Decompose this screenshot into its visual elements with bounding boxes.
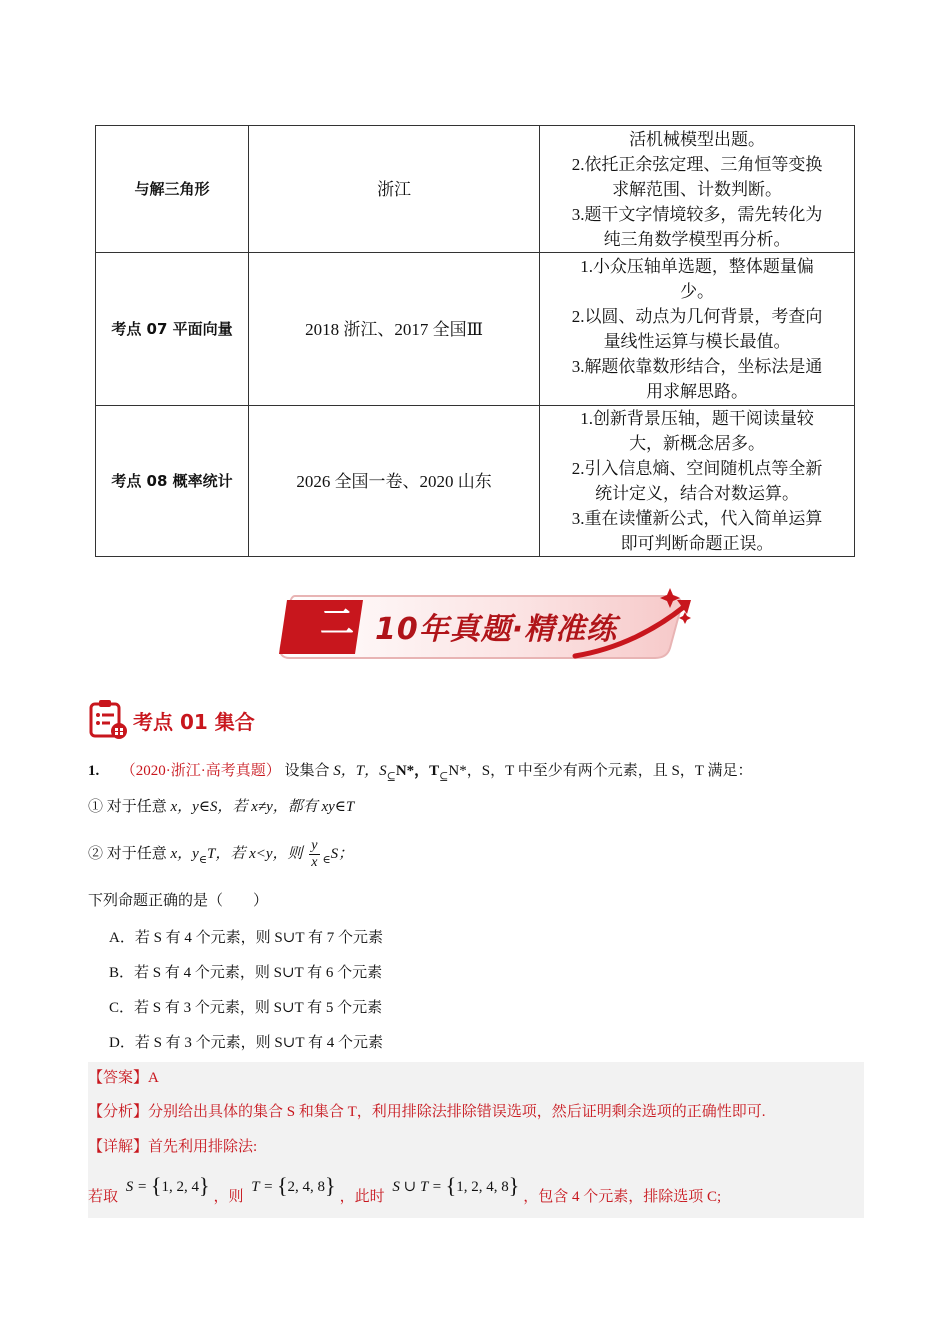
detail-text: 若取 [88, 1189, 119, 1205]
option-label: A． [109, 930, 135, 946]
stem-text: N*，S，T 中至少有两个元素，且 S，T 满足： [448, 763, 753, 779]
question-stem: 1. （2020·浙江·高考真题） 设集合 S，T，$S_⊆N*$，$T_⊆N*$，S，T 中至少有两个元素，且 S，T 满足： [88, 763, 753, 783]
condition-body: T，若 x<y，则 [207, 845, 303, 862]
option-a [109, 927, 383, 949]
desc-line: 即可判断命题正误。 [620, 534, 774, 553]
desc-line: 用求解思路。 [646, 382, 749, 401]
table-row [96, 253, 855, 406]
exam-topic-table [95, 125, 855, 557]
detail-line [88, 1136, 257, 1158]
desc-line: 3.重在读懂新公式，代入简单运算 [571, 509, 823, 528]
option-b [109, 962, 382, 984]
analysis-tag: 【分析】 [88, 1104, 149, 1120]
desc-cell [540, 406, 855, 557]
desc-line: 3.解题依靠数形结合，坐标法是通 [571, 357, 823, 376]
condition-1 [88, 796, 354, 818]
desc-cell [540, 126, 855, 253]
option-d [109, 1032, 383, 1054]
source-cell: 2018 浙江、2017 全国Ⅲ [249, 253, 540, 406]
answer-line [88, 1067, 159, 1089]
option-label: D． [109, 1035, 135, 1051]
topic-cell: 考点 07 平面向量 [96, 253, 249, 406]
stem-text: N*，T [395, 763, 440, 779]
question-source: （2020·浙江·高考真题） [120, 763, 281, 779]
fraction-denominator: x [311, 855, 318, 870]
set-s: S = {1, 2, 4} [125, 1173, 210, 1198]
question-prompt: 下列命题正确的是（ ） [88, 893, 269, 909]
desc-line: 大，新概念居多。 [629, 434, 766, 453]
fraction-numerator: y [311, 838, 318, 853]
desc-line: 2.依托正余弦定理、三角恒等变换 [571, 154, 823, 174]
desc-line: 纯三角数学模型再分析。 [603, 229, 791, 249]
detail-text: ，则 [213, 1189, 244, 1205]
detail-sets-line [88, 1172, 721, 1211]
desc-line: 3.题干文字情境较多，需先转化为 [571, 204, 823, 224]
fraction [309, 838, 319, 871]
topic-cell: 与解三角形 [96, 126, 249, 253]
set-union: S ∪ T = {1, 2, 4, 8} [392, 1173, 520, 1198]
source-cell: 2026 全国一卷、2020 山东 [249, 406, 540, 557]
analysis-line [88, 1101, 766, 1123]
condition-body: x，y [170, 845, 199, 862]
option-c [109, 997, 382, 1019]
detail-tag: 【详解】 [88, 1139, 149, 1155]
condition-body: x，y∈S，若 x≠y，都有 xy∈T [170, 799, 355, 815]
table-row [96, 126, 855, 253]
answer-value: A [148, 1070, 159, 1086]
condition-body: S； [330, 845, 354, 862]
desc-line: 1.小众压轴单选题，整体题量偏 [580, 257, 814, 276]
detail-text: 首先利用排除法: [148, 1139, 258, 1155]
question-number: 1. [88, 763, 100, 779]
condition-prefix: ① 对于任意 [88, 799, 167, 815]
desc-line: 活机械模型出题。 [629, 129, 766, 149]
analysis-text: 分别给出具体的集合 S 和集合 T，利用排除法排除错误选项，然后证明剩余选项的正确性即可. [148, 1104, 766, 1120]
option-text: 若 S 有 4 个元素，则 S∪T 有 7 个元素 [134, 930, 383, 946]
option-text: 若 S 有 4 个元素，则 S∪T 有 6 个元素 [134, 965, 383, 981]
banner-number: 二 [320, 603, 354, 643]
desc-line: 少。 [680, 282, 715, 301]
desc-line: 统计定义，结合对数运算。 [595, 484, 800, 503]
desc-cell [540, 253, 855, 406]
desc-line: 2.以圆、动点为几何背景，考查向 [571, 307, 823, 326]
detail-text: ，包含 4 个元素，排除选项 C; [523, 1189, 722, 1205]
desc-line: 求解范围、计数判断。 [612, 179, 783, 199]
table-row [96, 406, 855, 557]
set-t: T = {2, 4, 8} [251, 1173, 336, 1198]
detail-text: ，此时 [339, 1189, 385, 1205]
clipboard-icon [88, 698, 128, 740]
option-text: 若 S 有 3 个元素，则 S∪T 有 4 个元素 [134, 1035, 383, 1051]
stem-text: 设集合 [284, 763, 330, 779]
section-banner [275, 586, 700, 670]
desc-line: 2.引入信息熵、空间随机点等全新 [571, 459, 823, 478]
section-title: 考点 01 集合 [133, 710, 255, 734]
option-text: 若 S 有 3 个元素，则 S∪T 有 5 个元素 [134, 1000, 383, 1016]
desc-line: 1.创新背景压轴，题干阅读量较 [580, 409, 814, 428]
condition-prefix: ② 对于任意 [88, 845, 167, 862]
source-cell: 浙江 [249, 126, 540, 253]
topic-cell: 考点 08 概率统计 [96, 406, 249, 557]
answer-tag: 【答案】 [88, 1070, 149, 1086]
condition-2: ② 对于任意 x，$y_\in T$，若 x<y，则 $\frac{y}{x} _\in S$； [88, 838, 354, 870]
option-label: B． [109, 965, 135, 981]
option-label: C． [109, 1000, 135, 1016]
desc-line: 量线性运算与模长最值。 [603, 332, 791, 351]
stem-text: S，T，S [333, 763, 387, 779]
banner-title: 10年真题·精准练 [375, 612, 618, 647]
